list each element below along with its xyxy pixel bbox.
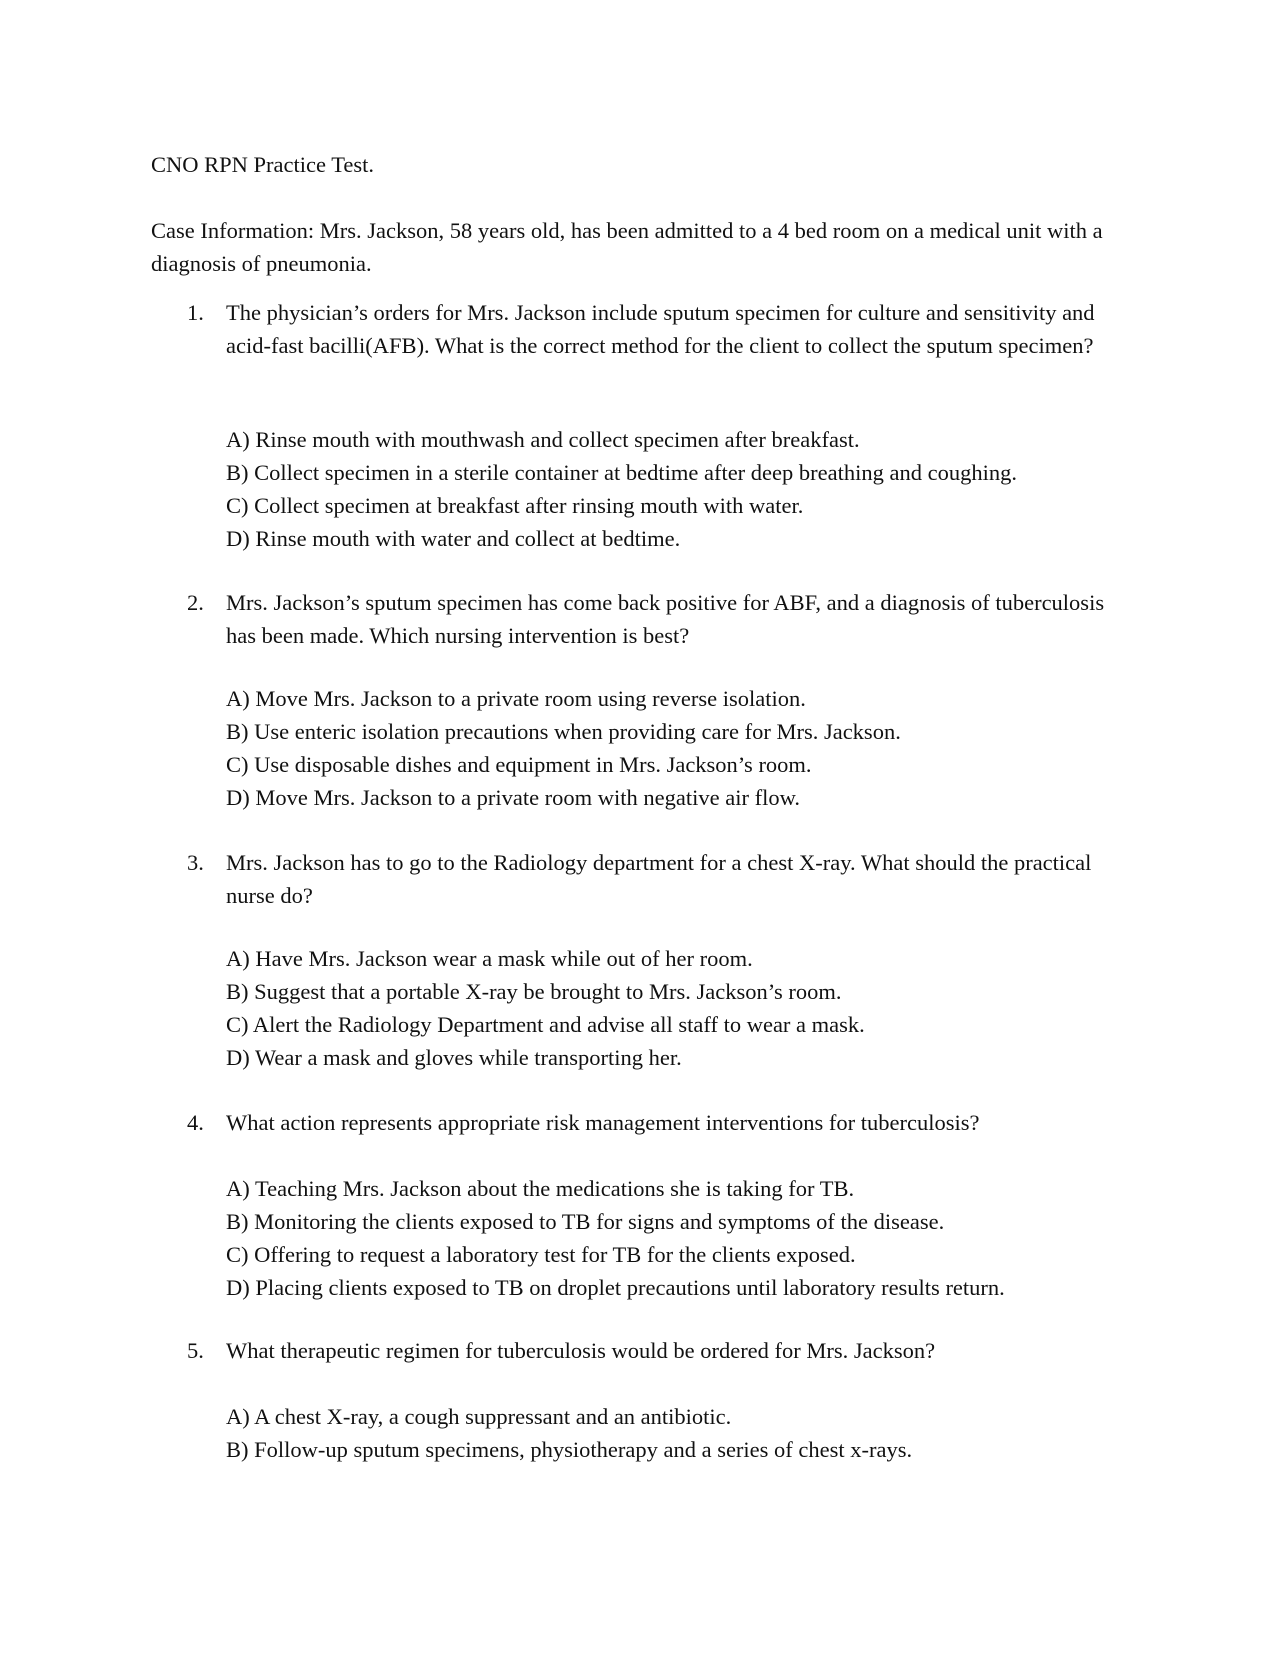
question-prompt: What therapeutic regimen for tuberculosis would be ordered for Mrs. Jackson?: [226, 1338, 936, 1363]
question-number: 3.: [187, 850, 204, 875]
answer-option-b: B) Suggest that a portable X-ray be brought to Mrs. Jackson’s room.: [226, 979, 842, 1004]
question-number: 2.: [187, 590, 204, 615]
question-text: [226, 1334, 1126, 1367]
answer-option-a: A) A chest X-ray, a cough suppressant and an antibiotic.: [226, 1404, 732, 1429]
answer-options: [226, 1400, 1146, 1466]
answer-option-d: D) Rinse mouth with water and collect at bedtime.: [226, 526, 681, 551]
answer-option-b: B) Follow-up sputum specimens, physiotherapy and a series of chest x-rays.: [226, 1437, 913, 1462]
answer-option-a: A) Rinse mouth with mouthwash and collect specimen after breakfast.: [226, 427, 860, 452]
question-text: [226, 846, 1126, 912]
document-title: CNO RPN Practice Test.: [151, 152, 374, 177]
answer-option-a: A) Teaching Mrs. Jackson about the medications she is taking for TB.: [226, 1176, 855, 1201]
answer-option-c: C) Collect specimen at breakfast after rinsing mouth with water.: [226, 493, 804, 518]
case-information-text: Case Information: Mrs. Jackson, 58 years old, has been admitted to a 4 bed room on a medical unit with a diagnosis of pneumonia.: [151, 218, 1103, 276]
question-prompt: Mrs. Jackson’s sputum specimen has come back positive for ABF, and a diagnosis of tuberculosis has been made. Which nursing intervention is best?: [226, 590, 1105, 648]
answer-option-c: C) Use disposable dishes and equipment in Mrs. Jackson’s room.: [226, 752, 812, 777]
answer-options: [226, 942, 1146, 1074]
answer-option-b: B) Use enteric isolation precautions when providing care for Mrs. Jackson.: [226, 719, 901, 744]
question-prompt: Mrs. Jackson has to go to the Radiology department for a chest X-ray. What should the practical nurse do?: [226, 850, 1092, 908]
answer-options: [226, 1172, 1146, 1304]
question-number: 4.: [187, 1110, 204, 1135]
answer-option-d: D) Wear a mask and gloves while transporting her.: [226, 1045, 682, 1070]
answer-option-a: A) Have Mrs. Jackson wear a mask while out of her room.: [226, 946, 753, 971]
answer-option-a: A) Move Mrs. Jackson to a private room using reverse isolation.: [226, 686, 806, 711]
answer-option-d: D) Move Mrs. Jackson to a private room with negative air flow.: [226, 785, 801, 810]
answer-option-d: D) Placing clients exposed to TB on droplet precautions until laboratory results return.: [226, 1275, 1005, 1300]
case-information: [151, 214, 1111, 280]
answer-option-c: C) Alert the Radiology Department and advise all staff to wear a mask.: [226, 1012, 865, 1037]
question-prompt: The physician’s orders for Mrs. Jackson include sputum specimen for culture and sensitivity and acid-fast bacilli(AFB). What is the correct method for the client to collect the sputum specimen?: [226, 300, 1095, 358]
question-text: [226, 586, 1126, 652]
question-prompt: What action represents appropriate risk management interventions for tuberculosis?: [226, 1110, 980, 1135]
question-text: [226, 296, 1126, 362]
answer-option-b: B) Collect specimen in a sterile container at bedtime after deep breathing and coughing.: [226, 460, 1017, 485]
answer-option-c: C) Offering to request a laboratory test for TB for the clients exposed.: [226, 1242, 856, 1267]
answer-options: [226, 423, 1146, 555]
answer-option-b: B) Monitoring the clients exposed to TB for signs and symptoms of the disease.: [226, 1209, 945, 1234]
answer-options: [226, 682, 1146, 814]
question-text: [226, 1106, 1126, 1139]
question-number: 5.: [187, 1338, 204, 1363]
question-number: 1.: [187, 300, 204, 325]
